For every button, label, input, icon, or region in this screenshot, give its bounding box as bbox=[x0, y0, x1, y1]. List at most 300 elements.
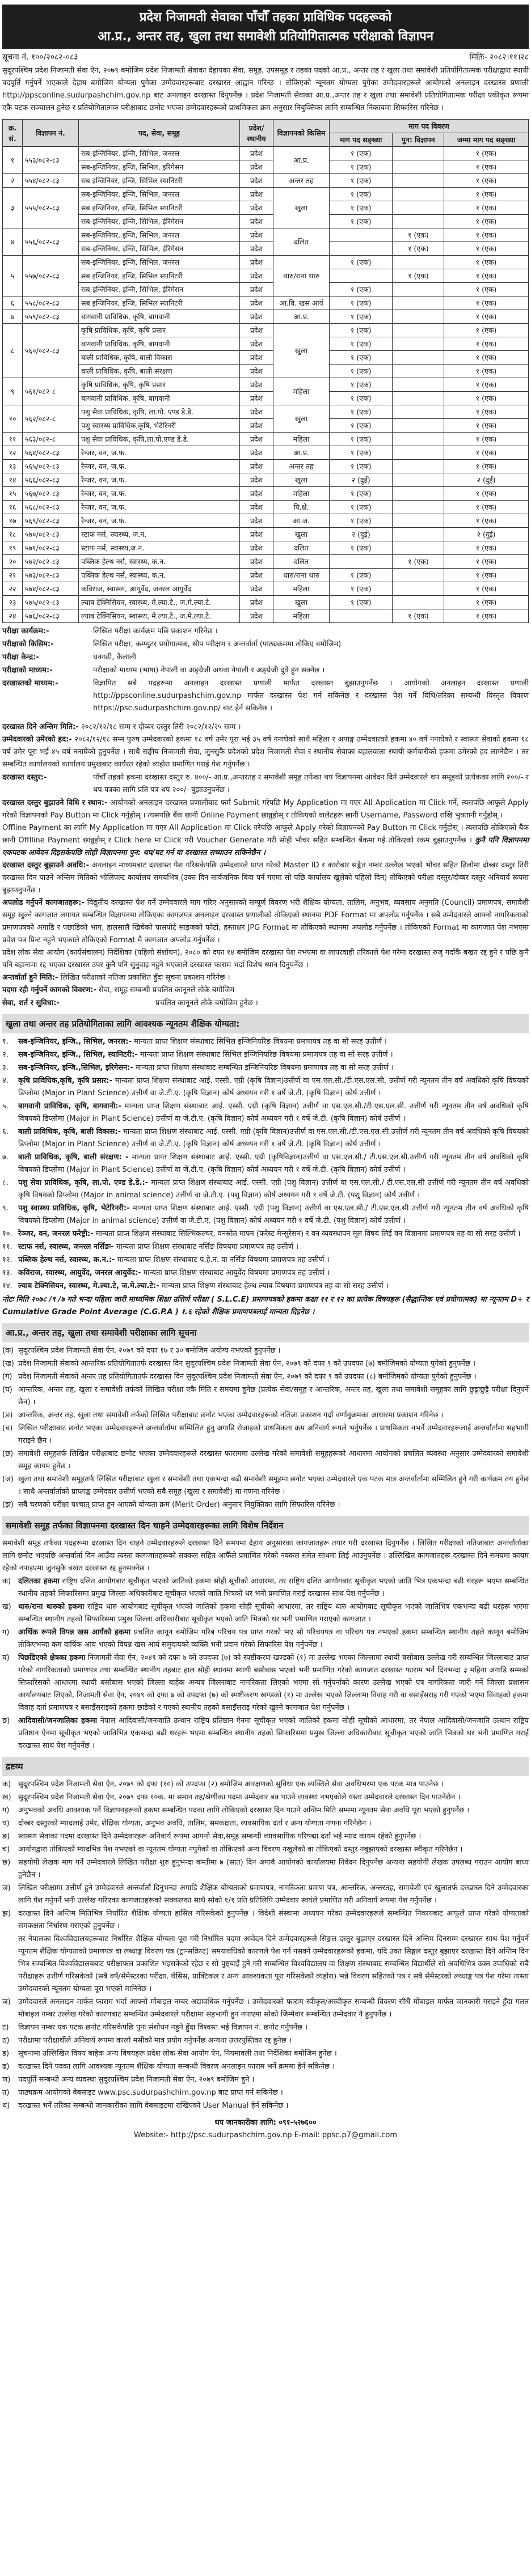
cell-sn: ६ bbox=[3, 296, 23, 310]
contact-phone: थप जानकारीका लागि: ०९१-५२७६०० bbox=[214, 2119, 317, 2127]
table-row bbox=[3, 188, 529, 201]
item-number: घ) bbox=[2, 1819, 10, 1828]
cell-location: प्रदेश bbox=[240, 433, 273, 446]
item-text: दरखास्त दिने पदका लागि आवश्यक न्यूनतम शैक्षिक योग्यता सम्बन्धी विवरण अनलाइन फाराम भर्ने क्रममा हेर्न सकिनेछ । bbox=[18, 2062, 335, 2071]
cell-total: १ (एक) bbox=[444, 514, 529, 528]
item-body bbox=[18, 1228, 529, 1240]
table-row bbox=[3, 433, 529, 446]
item-text: निजामती सेवा ऐन, २०४९ को दफा ७ को उपदफा (७) को स्पष्टीकरण खण्डको (१) मा उल्लेख भएका जिल्लामा स्थायी बसोबास उल्लेख गरी सम्बन्धित जिल्लाबाट प्राप्त गरेको नागरिकताको प्रमाणपत्र तथा सम्बन्धित स्थानीय तहबाट हाल सोही स्थानमा स्थायी बसोबास भएको भनी प्रमाणित गरेको कागजात दरखास्त फाराम भर्ने दिनभन्दा ३ महिना अगाडि सम्मको सिफारिसको आधारमा स्थायी बसोबास भएको जिल्ला बाहेक अन्यत्र जिल्लाबाट नागरिकता लिएको भएमा सो गर्नुपर्नाको कारण उल्लेख भएको पत्र नागरिकता जारी गर्ने जिल्ला प्रशासन कार्यालयबाट लिएको, निजामती सेवा ऐन, २०४९ को दफा ७ को उपदफा (७) को स्पष्टीकरण खण्डको (१) मा उल्लेख भएको जिल्लामा विवाह गरी वा बसाइँसराइ गरी गएको भएमा विवाहको हकमा विवाह दर्ता प्रमाणपत्र र बसाइँसराइको हकमा छाडेको र गएको स्थानीय तहको बसाइँसराइ गरेको खुल्ने कागजात पेश गर्नुपर्नेछ । bbox=[18, 1654, 529, 1712]
header-ad-no: विज्ञापन नं. bbox=[23, 120, 79, 147]
cell-post: सब इन्जिनियर, इन्जि, सिभिल स्यानिटरी bbox=[79, 296, 240, 310]
cell-location: प्रदेश bbox=[240, 228, 273, 242]
cell-demand: १ (एक) bbox=[330, 337, 393, 351]
header-kind: विज्ञापनको किसिम bbox=[273, 120, 330, 147]
cell-post: ल्याब टेक्निसियन, स्वास्थ्य, मे.ल्या.टे., ज.मे.ल्या.टे. bbox=[79, 596, 240, 609]
cell-total: १ (एक) bbox=[444, 433, 529, 446]
age-limit: उम्मेदवारको उमेरको हद:- २०८२/१२/१८ सम्म पुरुष उम्मेदवारको हकमा १८ वर्ष उमेर पूरा भई ३५ वर्ष ननाघेको साथै महिला र अपाङ्ग उम्मेदवारको हकमा ४० वर्ष ननाघेको र स्वास्थ्य सेवाको हकमा १८ वर्ष उमेर पूरा भई ४५ वर्ष ननाघेको हुनुपर्नेछ । साथै सङ्घीय निजामती सेवा, जुनसुकै प्रदेशको प्रदेश निजामती सेवा र स्थानीय सेवाका बहालवाला स्थायी कर्मचारीको हकमा उमेरको हद लाग्नेछैन । तर सम्बन्धित कार्यालयको कार्यालय प्रमुखबाट कार्यरत रहेको व्यहोरा प्रमाणित गराई पेश गर्नुपर्नेछ । bbox=[2, 735, 529, 769]
cell-post: बागवानी प्राविधिक, कृषि, बागवानी bbox=[79, 392, 240, 405]
list-item bbox=[2, 1075, 529, 1100]
cell-location: प्रदेश bbox=[240, 501, 273, 514]
table-row bbox=[3, 228, 529, 242]
table-row bbox=[3, 487, 529, 501]
item-text: मान्यता प्राप्त शिक्षण संस्थाबाट आई. एस्सी. एग्री (पशु विज्ञान) उत्तीर्ण वा एस.एल.सी./ टी.एस.एल.सी उत्तीर्ण गरी न्यूनतम तीन वर्ष अवधिको कृषि विषयको डिप्लोमा (Major in animal science) उत्तीर्ण वा जे.टी.ए. (पशु विज्ञान) कोर्ष अध्ययन गरी १ वर्षे जे.टी. (पशु विज्ञान) कोर्ष उत्तीर्ण । bbox=[18, 1179, 529, 1200]
item-text: मान्यता प्राप्त शिक्षण संस्थाबाट आई. एस्सी. एग्री (कृषिविज्ञान)उत्तीर्ण वा एस.एल.सी./ टी.एस.एल.सी.उत्तीर्ण गरी न्यूनतम तीन वर्ष अवधिको कृषि विषयको डिप्लोमा (Major in Plant Science) उत्तीर्ण वा जे.टी.ए. (कृषि विज्ञान) कोर्ष अध्ययन गरी १ वर्षे जे.टी. (कृषि विज्ञान) कोर्ष उत्तीर्ण । bbox=[18, 1153, 529, 1174]
item-title: आर्थिक रूपले विपन्न खस आर्यको हकमा bbox=[18, 1628, 131, 1637]
cell-sn: २२ bbox=[3, 582, 23, 596]
cell-kind: आ.ज. bbox=[273, 514, 330, 528]
cell-location: प्रदेश bbox=[240, 351, 273, 365]
item-number: (च) bbox=[2, 1424, 13, 1433]
payment-method: दरखास्त दस्तुर बुझाउने विधि र स्थान:- आयोगको अनलाइन दरखास्त प्रणालीबाट फर्म Submit गरेपछि My Application मा गएर All Application मा Click गर्ने, त्यसपछि आफूले Apply गरेको विज्ञापनको Pay Button मा Click गर्नुहोस् । त्यसपछि बैंक छानी Online Payment छान्नुहोस् र तोकिएको वालेटहरू छानी Username, Password राखि भुक्तानी गर्नुहोस् । bbox=[2, 799, 529, 820]
job-duties: पदमा रही गर्नुपर्ने कामको विवरण:- सेवा, समूह सम्बन्धी प्रचलित कानूनले तोके बमोजिम bbox=[2, 986, 235, 994]
cell-sn: १० bbox=[3, 405, 23, 433]
cell-kind: महिला bbox=[273, 433, 330, 446]
item-text: पाठ्यक्रम आयोगको वेबसाइट www.psc.sudurpashchim.gov.np बाट प्राप्त गर्न सकिनेछ । bbox=[18, 2088, 283, 2097]
item-number: क) bbox=[2, 1577, 11, 1586]
cell-sn: ३ bbox=[3, 188, 23, 228]
cell-post: सब-इन्जिनियर, इन्जि, सिभिल, इरिगेसन bbox=[79, 160, 240, 174]
item-body bbox=[18, 2061, 529, 2073]
cell-post: पशु स्वास्थ्य प्राविधिक,कृषि, भेटेरिनरी bbox=[79, 419, 240, 433]
cell-post: कविराज, स्वास्थ्य, आयुर्वेद, जनरल आयुर्वेद bbox=[79, 582, 240, 596]
cell-total: १ (एक) bbox=[444, 337, 529, 351]
cell-sn: १९ bbox=[3, 541, 23, 555]
cell-ad-no: ५६८/०८२-८३ bbox=[23, 501, 79, 514]
table-row bbox=[3, 378, 529, 392]
cell-demand: १ (एक) bbox=[330, 419, 393, 433]
list-item bbox=[2, 1345, 529, 1357]
header-sn: क्र. सं. bbox=[3, 120, 23, 147]
cell-location: प्रदेश bbox=[240, 147, 273, 160]
item-body bbox=[18, 1036, 529, 1048]
table-row bbox=[3, 569, 529, 582]
item-text: आन्तरिक, अन्तर तह, खुला तथा समावेशी तर्फको लिखित परीक्षाबाट छनोट भएका उम्मेदवारहरूको नतिजा प्रकाशन गर्दा वर्णानुक्रमका आधारमा प्रकाशन गरिनेछ । bbox=[18, 1411, 444, 1420]
cell-post: कृषि प्राविधिक, कृषि, कृषि प्रसार bbox=[79, 378, 240, 392]
vacancy-table-body bbox=[3, 147, 529, 623]
item-title: पब्लिक हेल्थ नर्स, स्वास्थ्य, क.न.:- bbox=[18, 1256, 115, 1264]
cell-demand: १ (एक) bbox=[330, 514, 393, 528]
item-title: रेञ्जर, वन, जनरल फरेष्ट्री:- bbox=[18, 1230, 94, 1238]
cell-total: १ (एक) bbox=[444, 256, 529, 269]
item-number: २. bbox=[2, 1050, 9, 1059]
service-terms: सेवा, शर्त र सुविधा:- प्रचलित कानूनले तोके बमोजिम हुनेछ । bbox=[2, 999, 258, 1007]
exam-info bbox=[2, 625, 529, 715]
cell-sn: १४ bbox=[3, 473, 23, 487]
cell-readvert bbox=[393, 473, 444, 487]
cell-kind: पि.क्षे. bbox=[273, 501, 330, 514]
item-number: ९. bbox=[2, 1204, 9, 1213]
list-item bbox=[2, 1062, 529, 1074]
cell-demand bbox=[330, 555, 393, 569]
item-number: ख) bbox=[2, 1603, 11, 1611]
item-number: (घ) bbox=[2, 1386, 12, 1394]
cell-kind: खुला bbox=[273, 596, 330, 609]
cell-total: १ (एक) bbox=[444, 596, 529, 609]
cell-demand: १ (एक) bbox=[330, 147, 393, 160]
cell-location: प्रदेश bbox=[240, 310, 273, 324]
cell-ad-no: ५६१/०८२-८ bbox=[23, 378, 79, 405]
cell-sn: १२ bbox=[3, 446, 23, 460]
cell-readvert bbox=[393, 188, 444, 201]
item-body bbox=[18, 1371, 529, 1383]
cell-kind: आ.प्र. bbox=[273, 310, 330, 324]
list-item bbox=[2, 1409, 529, 1422]
cell-demand: १ (एक) bbox=[330, 310, 393, 324]
list-item bbox=[2, 1652, 529, 1714]
cell-location: प्रदेश bbox=[240, 419, 273, 433]
item-body bbox=[18, 1473, 529, 1498]
cell-total: १ (एक) bbox=[444, 228, 529, 242]
cell-sn: २१ bbox=[3, 569, 23, 582]
item-number bbox=[2, 1933, 18, 1995]
cell-ad-no: ५५८/०८२-८३ bbox=[23, 296, 79, 310]
item-number: ३. bbox=[2, 1064, 9, 1072]
notice-meta bbox=[2, 51, 529, 63]
table-row bbox=[3, 215, 529, 228]
header-total: जम्मा माग पद सङ्ख्या bbox=[444, 133, 529, 147]
item-body bbox=[18, 1804, 529, 1817]
notice-number: सूचना नं. १००/२०८२-०८३ bbox=[2, 53, 78, 62]
exam-info-label: परीक्षा कार्यक्रम:- bbox=[2, 627, 49, 635]
table-row bbox=[3, 541, 529, 555]
item-body bbox=[18, 1202, 529, 1227]
item-number: ढ) bbox=[2, 2062, 10, 2071]
table-row bbox=[3, 269, 529, 283]
list-item bbox=[2, 1499, 529, 1511]
item-body bbox=[18, 1422, 529, 1447]
item-text: उम्मेदवारले अनलाइन मार्फत फाराम भर्दा आफ्नो मोबाइल नम्बर अद्यावधिक गर्नुपर्नेछ । उम्मेदवारको फाराम स्वीकृत/अस्वीकृत सम्बन्धी विवरण सीधै मोबाइल मार्फत जानकारी गराइने हुँदा गलत मोबाइल नम्बर उल्लेख गरेको कारणबाट सम्बन्धित उम्मेदवारले परीक्षामा सहभागी हुन नपाएमा सोको जिम्मेवार सम्बन्धित उम्मेदवार नै हुनुपर्नेछ । bbox=[18, 1998, 529, 2019]
cell-post: रेन्जर, वन, ज.फ. bbox=[79, 473, 240, 487]
table-row bbox=[3, 501, 529, 514]
item-body bbox=[18, 2035, 529, 2047]
item-text: मान्यता प्राप्त शिक्षण संस्थाबाट हेल्थ ल्याब विषयमा प्रमाणपत्र तह वा सो सरह उत्तीर्ण । bbox=[161, 1282, 389, 1290]
table-row bbox=[3, 310, 529, 324]
item-body bbox=[18, 1908, 529, 1933]
cell-ad-no: ५५६/०८२-८३ bbox=[23, 228, 79, 256]
table-row bbox=[3, 609, 529, 623]
cell-kind: अन्तर तह bbox=[273, 460, 330, 473]
cell-demand: १ (एक) bbox=[330, 378, 393, 392]
list-item bbox=[2, 1241, 529, 1253]
cell-total: २ (दुई) bbox=[444, 528, 529, 541]
item-number: (ख) bbox=[2, 1359, 14, 1368]
cell-demand: १ (एक) bbox=[330, 215, 393, 228]
table-row bbox=[3, 296, 529, 310]
item-text: लिखित परीक्षामा उत्तीर्ण हुने उम्मेदवारले अन्तर्वार्ता दिनुभन्दा अगाडि शैक्षिक योग्यताको प्रमाणपत्र, नागरिकता प्रमाण पत्र, आन्तरिक, अन्तरतह, समावेशी एवं खुलातर्फ दरखास्त दिने उम्मेदवारका लागि पेश गर्नुपर्ने भनी उल्लेख गरिएका कागजातहरूको सक्कलका साथै सोको १/१ प्रति प्रतिलिपि उम्मेदवार स्वयंले प्रमाणित गरी अनिवार्य रूपमा पेश गर्नुपर्नेछ । bbox=[18, 1884, 529, 1905]
item-text: राष्ट्रिय थारु आयोगबाट सूचीकृत भएको जातिको हकमा सोही सूचीको आधारमा, तर राष्ट्रिय थारु आयोगबाट सूचीकृत भएको जातिभित्र एकभन्दा बढी थरहरू भएमा सम्बन्धित स्थानीय तहको सिफारिसमा प्रमुख जिल्ला अधिकारीबाट सूचीकृत भएको जाति भित्रको थर भनी प्रमाणित गराएको कागजात । bbox=[18, 1603, 529, 1624]
item-title: बाली प्राविधिक, कृषि, बाली विकास:- bbox=[18, 1128, 121, 1136]
item-text: मान्यता प्राप्त शिक्षण संस्थाबाट प.हे.न. वा नर्सिङ विषयमा प्रमाणपत्र तह उत्तीर्ण । bbox=[117, 1256, 330, 1264]
cell-post: सब-इन्जिनियर, इन्जि, सिभिल, जनरल bbox=[79, 188, 240, 201]
cell-kind: महिला bbox=[273, 609, 330, 623]
item-text: मान्यता प्राप्त शिक्षण संस्थाबाट नर्सिङ विषयमा प्रमाणपत्र तह उत्तीर्ण । bbox=[116, 1243, 299, 1251]
item-text: स्वास्थ्य सेवाका पदमा दरखास्त दिने उम्मेदवारहरू अनिवार्य रूपमा आफ्नो सेवा,समूह सम्बन्धी व्यावसायिक परिषद्मा दर्ता भई म्याद कायम रहेको हुनुपर्नेछ । bbox=[18, 1832, 422, 1841]
item-text: अनुभवको अवधि आवश्यक पर्ने विज्ञापनहरूको हकमा सम्बन्धित पदका लागि तोकिएको दरखास्त दिन पाउने अन्तिम मिति सम्ममा न्यूनतम सेवा अवधि पूरा भएको हुनुपर्नेछ । bbox=[18, 1806, 470, 1815]
cell-demand: १ (एक) bbox=[330, 188, 393, 201]
table-row bbox=[3, 324, 529, 337]
cell-location: प्रदेश bbox=[240, 174, 273, 188]
cell-sn: १ bbox=[3, 147, 23, 174]
cell-location: प्रदेश bbox=[240, 582, 273, 596]
item-body bbox=[18, 1996, 529, 2021]
cell-total: १ (एक) bbox=[444, 365, 529, 378]
cell-readvert bbox=[393, 283, 444, 296]
item-number: ११. bbox=[2, 1243, 12, 1251]
list-item bbox=[2, 1791, 529, 1804]
item-body bbox=[18, 2074, 529, 2086]
cell-location: प्रदेश bbox=[240, 242, 273, 256]
item-title: कविराज, स्वास्थ्य, आयुर्वेद, जनरल आयुर्वेद:- bbox=[18, 1269, 141, 1277]
table-row bbox=[3, 473, 529, 487]
item-title: बागवानी प्राविधिक, कृषि, बागवानी:- bbox=[18, 1102, 121, 1111]
cell-demand: १ (एक) bbox=[330, 487, 393, 501]
directive-note: प्रदेश लोक सेवा आयोग (कार्यसंचालन) निर्देशिका (पहिलो संशोधन), २०८० को दफा १४ बमोजिम दरखास्त पेश नभएमा वा लापरवाही तरिकाले पेश गरेमा दरखास्त रुजु गर्दाकै बखत रद्द हुने र पछि कुनै पनि बहानामा रद्द भएका दरखास्त उपर कुनै पनि सुनुवाइ नहुने भएकाले दरखास्त फाराम भर्दा विशेष ध्यान दिनुपर्नेछ । bbox=[2, 948, 529, 969]
list-item bbox=[2, 1804, 529, 1817]
cell-ad-no: ५७१/०८२-८३ bbox=[23, 541, 79, 555]
cell-total: १ (एक) bbox=[444, 188, 529, 201]
table-row bbox=[3, 351, 529, 365]
table-row bbox=[3, 242, 529, 256]
item-body bbox=[18, 2048, 529, 2060]
cell-readvert: १ (एक) bbox=[393, 609, 444, 623]
cell-demand bbox=[330, 269, 393, 283]
item-number: ङ) bbox=[2, 1717, 10, 1725]
item-text: मान्यता प्राप्त शिक्षण संस्थाबाट आई. एस्सी. एग्री (कृषि विज्ञान)उत्तीर्ण वा एस.एल.सी./टी.एस.एल.सी.उत्तीर्ण गरी न्यूनतम तीन वर्ष अवधिको कृषि विषयको डिप्लोमा (Major in Plant Science) उत्तीर्ण वा जे.टी.ए. (कृषि विज्ञान) कोर्ष अध्ययन गरी १ वर्षे जे.टी. (कृषि विज्ञान) कोर्ष उत्तीर्ण । bbox=[18, 1128, 529, 1149]
list-item bbox=[2, 1448, 529, 1473]
item-body bbox=[18, 1151, 529, 1176]
cell-readvert bbox=[393, 582, 444, 596]
table-row bbox=[3, 446, 529, 460]
cell-location: प्रदेश bbox=[240, 446, 273, 460]
item-body bbox=[18, 1280, 529, 1293]
item-body bbox=[18, 1358, 529, 1370]
item-text: समावेशी समूहतर्फ लिखित परीक्षाबाट छनोट भएका उम्मेदवारहरूले दरखास्त फाराममा उल्लेख गरेको समावेशी समूहहरूको आधारमा आयोगको प्रचलित व्यवस्था अनुसार उम्मेदवारको समावेशी समूह कायम हुनेछ । bbox=[18, 1450, 529, 1471]
cell-total: १ (एक) bbox=[444, 582, 529, 596]
cell-post: सब-इन्जिनियर, इन्जि, सिभिल, जनरल bbox=[79, 228, 240, 242]
list-item bbox=[2, 2074, 529, 2086]
item-body bbox=[18, 1448, 529, 1473]
list-item bbox=[2, 1626, 529, 1651]
cell-total: १ (एक) bbox=[444, 541, 529, 555]
item-number: ग) bbox=[2, 1806, 10, 1815]
item-body bbox=[18, 1575, 529, 1600]
item-title: सब-इन्जिनियर, इन्जि., सिभिल, जनरल:- bbox=[18, 1037, 132, 1046]
item-number: (छ) bbox=[2, 1450, 14, 1458]
list-item bbox=[2, 2087, 529, 2099]
table-row bbox=[3, 256, 529, 269]
cell-location: प्रदेश bbox=[240, 392, 273, 405]
item-number: झ) bbox=[2, 1909, 11, 1918]
item-text: खुला तथा समावेशी समूहतर्फ लिखित परीक्षाबाट खुला र समावेशी तथा एकभन्दा बढी समावेशी समूहमा छनोट भएका उम्मेदवारले एक पटक मात्र अन्तर्वार्तामा सम्मिलित हुने गरी कार्यक्रम तय हुनेछ । साथै अन्तर्वार्ताको प्राप्ताङ्क उम्मेदवार उत्तीर्ण भएको सबै समूह (खुला र समावेशी) मा गणना गरिनेछ । bbox=[18, 1475, 529, 1496]
cell-total: १ (एक) bbox=[444, 392, 529, 405]
cell-total: १ (एक) bbox=[444, 569, 529, 582]
cell-total: १ (एक) bbox=[444, 269, 529, 283]
cell-sn: २० bbox=[3, 555, 23, 569]
list-item bbox=[2, 1371, 529, 1383]
item-number: १४. bbox=[2, 1282, 12, 1290]
cell-total: १ (एक) bbox=[444, 201, 529, 215]
cell-demand bbox=[330, 228, 393, 242]
cell-location: प्रदेश bbox=[240, 555, 273, 569]
item-number: ४. bbox=[2, 1077, 9, 1085]
cell-post: स्टाफ नर्स, स्वास्थ्य, ज.न. bbox=[79, 528, 240, 541]
list-item bbox=[2, 1575, 529, 1600]
cell-sn: ९ bbox=[3, 378, 23, 405]
item-number: (क) bbox=[2, 1346, 14, 1355]
cell-demand: १ (एक) bbox=[330, 596, 393, 609]
contact-web-email: Website:- http://psc.sudurpashchim.gov.np E-mail: ppsc.p7@gmail.com bbox=[133, 2131, 398, 2139]
item-number: थ) bbox=[2, 2102, 10, 2110]
cell-location: प्रदेश bbox=[240, 405, 273, 419]
item-number: ङ) bbox=[2, 1832, 10, 1841]
cell-kind: खुला bbox=[273, 528, 330, 541]
table-row bbox=[3, 365, 529, 378]
item-body bbox=[18, 1062, 529, 1074]
cell-kind: खुला bbox=[273, 473, 330, 487]
item-title: ल्याब टेक्निसियन, स्वास्थ्य, मे.ल्या.टे, ज.मे.ल्या.टे:- bbox=[18, 1282, 159, 1290]
cell-readvert bbox=[393, 296, 444, 310]
list-item bbox=[2, 1817, 529, 1830]
cell-readvert bbox=[393, 419, 444, 433]
offline-payment: Offline Payment का लागि My Application मा गएर All Application मा Click गरेपछि आफूले Apply गरेको विज्ञापनको Pay Button मा Click गर्नुहोस् । त्यसपछि तोकिएको बैंक छानी Offlline Payment छान्नुहोस् र Click here मा Click गरी Voucher Generate गरी सोही भौचर सहित सम्बन्धित बैंकमा गई तोकिएको रकम बुझाउनुपर्नेछ । कुनै पनि विज्ञापनमा एकपटक आवेदन दिइसकेपछि सोही विज्ञापनमा पुन: थप/घट गर्न वा दरखास्त सच्याउन सकिनेछैन । bbox=[2, 824, 529, 857]
exam-notice-heading: आ.प्र., अन्तर तह, खुला तथा समावेशी परीक्षाका लागि सूचना bbox=[2, 1323, 529, 1342]
cell-readvert bbox=[393, 392, 444, 405]
item-body bbox=[18, 1126, 529, 1151]
item-body bbox=[18, 1601, 529, 1626]
cell-post: पब्लिक हेल्थ नर्स, स्वास्थ्य, क.न. bbox=[79, 569, 240, 582]
item-body bbox=[18, 1844, 529, 1856]
cell-post: बागवानी प्राविधिक, कृषि, बागवानी bbox=[79, 337, 240, 351]
list-item bbox=[2, 1267, 529, 1279]
cell-location: प्रदेश bbox=[240, 514, 273, 528]
list-item bbox=[2, 1831, 529, 1843]
list-item bbox=[2, 2035, 529, 2047]
item-body bbox=[18, 1100, 529, 1125]
cell-kind: अन्तर तह bbox=[273, 174, 330, 188]
list-item bbox=[2, 1882, 529, 1907]
item-text: सबै चरणको परीक्षा पश्चात् प्राप्त हुन आएको योग्यता क्रम (Merit Order) अनुसार नियुक्तिका लागि सिफारिस गरिनेछ । bbox=[18, 1501, 340, 1509]
item-text: आन्तरिक, अन्तर तह, खुला र समावेशी तर्फको लिखित परीक्षा एकै मिति र समयमा हुनेछ (प्रत्येक सेवा/समूह र आन्तरिक, अन्तर तह, खुला तथा समावेशी समूहका लागि छुट्टाछुट्टै परीक्षा दिनुपर्ने छैन) । bbox=[18, 1386, 529, 1406]
item-title: आदिवासी/जनजातिका हकमा bbox=[18, 1717, 98, 1725]
item-body bbox=[18, 1241, 529, 1253]
item-title: सब-इन्जिनियर, इन्जि.,सिभिल, इरिगेसन:- bbox=[18, 1064, 133, 1072]
exam-info-row bbox=[2, 625, 529, 638]
cell-post: सब-इन्जिनियर, इन्जि, सिभिल, ईरिगेसन bbox=[79, 215, 240, 228]
cell-ad-no: ५७४/०८२-८३ bbox=[23, 582, 79, 596]
cell-total: १ (एक) bbox=[444, 487, 529, 501]
item-body bbox=[18, 1267, 529, 1279]
item-number: ग) bbox=[2, 1628, 10, 1637]
cell-total: १ (एक) bbox=[444, 501, 529, 514]
table-row bbox=[3, 174, 529, 188]
cell-total: १ (एक) bbox=[444, 419, 529, 433]
cell-post: बागवानी प्राविधिक, कृषि, बागवानी bbox=[79, 310, 240, 324]
item-text: नेपाल आदिवासी/जनजाति उत्थान राष्ट्रिय प्रतिष्ठान ऐनमा सूचीकृत भएको जातिको हकमा सोही सूचीको आधारमा, तर नेपाल आदिवासी/जनजाति उत्थान राष्ट्रिय प्रतिष्ठान ऐनमा सूचीकृत भएको जातिभित्र एकभन्दा बढी थरहरू भएमा सम्बन्धित स्थानीय तहको सिफारिसमा प्रमुख जिल्ला अधिकारीबाट सूचीकृत भएको जाति भित्रको थर भनी प्रमाणित गराई दरखास्त साथ पेश गर्नुपर्नेछ । bbox=[18, 1717, 529, 1750]
item-number: ख) bbox=[2, 1793, 11, 1802]
item-text: मान्यता प्राप्त शिक्षण संस्थाबाट आई. एस्सी. एग्री (कृषि विज्ञान)उत्तीर्ण वा एस.एल.सी./टी.एस.एल.सी. उत्तीर्ण गरी न्यूनतम तीन वर्ष अवधिको कृषि विषयको डिप्लोमा (Major in Plant Science) उत्तीर्ण वा जे.टी.ए. (कृषि विज्ञान) कोर्ष अध्ययन गरी १ वर्षे जे.टी. (कृषि विज्ञान) कोर्ष उत्तीर्ण । bbox=[18, 1077, 529, 1098]
list-item bbox=[2, 1844, 529, 1856]
cell-demand: १ (एक) bbox=[330, 405, 393, 419]
footer bbox=[2, 2117, 529, 2142]
header-demand: माग पद सङ्ख्या bbox=[330, 133, 393, 147]
cell-ad-no: ५७३/०८२-८३ bbox=[23, 569, 79, 582]
table-row bbox=[3, 392, 529, 405]
cell-location: प्रदेश bbox=[240, 528, 273, 541]
cell-post: बाली प्राविधिक, कृषि, बाली विकास bbox=[79, 351, 240, 365]
item-text: सूचनामा उल्लिखित विषय बाहेक अन्य विषयहरू प्रदेश लोक सेवा आयोग ऐन, नियमावली तथा निर्देशिका बमोजिम हुनेछ । bbox=[18, 2049, 337, 2058]
cell-demand: १ (एक) bbox=[330, 296, 393, 310]
cell-location: प्रदेश bbox=[240, 188, 273, 201]
cell-location: प्रदेश bbox=[240, 324, 273, 337]
item-number: ६. bbox=[2, 1128, 9, 1136]
cell-sn: २ bbox=[3, 174, 23, 188]
cell-total: १ (एक) bbox=[444, 324, 529, 337]
item-text: प्रदेश निजामती सेवाको अन्तर तह प्रतियोगितातर्फ दरखास्त दिन सुदूरपश्चिम प्रदेश निजामती सेवा ऐन, २०७९ को दफा ९ को उपदफा (८) बमोजिमको योग्यता पुगेको हुनुपर्नेछ । bbox=[18, 1372, 477, 1381]
item-body bbox=[18, 1177, 529, 1202]
cell-ad-no: ५५५/०८२-८३ bbox=[23, 188, 79, 228]
cell-ad-no: ५५३/०८२-८३ bbox=[23, 147, 79, 174]
table-row bbox=[3, 201, 529, 215]
cell-location: प्रदेश bbox=[240, 609, 273, 623]
item-body bbox=[18, 1831, 529, 1843]
item-body bbox=[18, 1499, 529, 1511]
item-title: पिछडिएको क्षेत्रका हकमा bbox=[18, 1654, 86, 1662]
item-number: च) bbox=[2, 1845, 10, 1854]
cell-post: कृषि प्राविधिक, कृषि, कृषि प्रसार bbox=[79, 324, 240, 337]
item-body bbox=[18, 1075, 529, 1100]
cell-total: १ (एक) bbox=[444, 555, 529, 569]
table-row bbox=[3, 337, 529, 351]
cell-ad-no: ५६७/०८२-८३ bbox=[23, 487, 79, 501]
cell-kind: आ.वि. खस आर्य bbox=[273, 296, 330, 310]
item-body bbox=[18, 1817, 529, 1830]
cell-readvert bbox=[393, 256, 444, 269]
item-body bbox=[18, 1409, 529, 1422]
exam-info-row bbox=[2, 638, 529, 651]
cell-sn: ५ bbox=[3, 256, 23, 296]
cell-kind: दलित bbox=[273, 555, 330, 569]
exam-info-row bbox=[2, 651, 529, 664]
cell-total: १ (एक) bbox=[444, 242, 529, 256]
cell-total: १ (एक) bbox=[444, 160, 529, 174]
cell-demand bbox=[330, 242, 393, 256]
cell-post: बाली प्राविधिक, कृषि, बाली संरक्षण bbox=[79, 365, 240, 378]
item-number: ठ) bbox=[2, 2036, 10, 2045]
cell-ad-no: ५७५/०८२-८३ bbox=[23, 596, 79, 609]
cell-kind: महिला bbox=[273, 582, 330, 596]
item-number: ड) bbox=[2, 2049, 10, 2058]
cell-post: रेन्जर, वन, ज.फ. bbox=[79, 460, 240, 473]
cell-post: सब इन्जिनियर, इन्जि, सिभिल स्यानिटरी bbox=[79, 201, 240, 215]
item-body bbox=[18, 1715, 529, 1752]
table-row bbox=[3, 460, 529, 473]
cell-kind: महिला bbox=[273, 487, 330, 501]
cell-location: प्रदेश bbox=[240, 201, 273, 215]
cell-readvert bbox=[393, 487, 444, 501]
cell-kind: महिला bbox=[273, 378, 330, 405]
cell-ad-no: ५६२/०८२-८ bbox=[23, 405, 79, 433]
exam-info-label: परीक्षा केन्द्र:- bbox=[2, 653, 39, 662]
item-text: प्रदेश निजामती सेवाको आन्तरिक प्रतियोगितातर्फ दरखास्त दिन सुदूरपश्चिम प्रदेश निजामती सेवा ऐन, २०७९ को दफा ९ को उपदफा (७) बमोजिमको योग्यता पुगेको हुनुपर्नेछ । bbox=[18, 1359, 475, 1368]
cell-location: प्रदेश bbox=[240, 460, 273, 473]
cell-post: सब-इन्जिनियर, इन्जि, सिभिल, ईरिगेसन bbox=[79, 283, 240, 296]
inclusive-list bbox=[2, 1575, 529, 1752]
cell-sn: २३ bbox=[3, 596, 23, 609]
cell-sn: ८ bbox=[3, 324, 23, 378]
cell-kind: थारु/राना थारु bbox=[273, 569, 330, 582]
table-row bbox=[3, 160, 529, 174]
exam-info-label: परीक्षाको किसिम:- bbox=[2, 640, 54, 649]
